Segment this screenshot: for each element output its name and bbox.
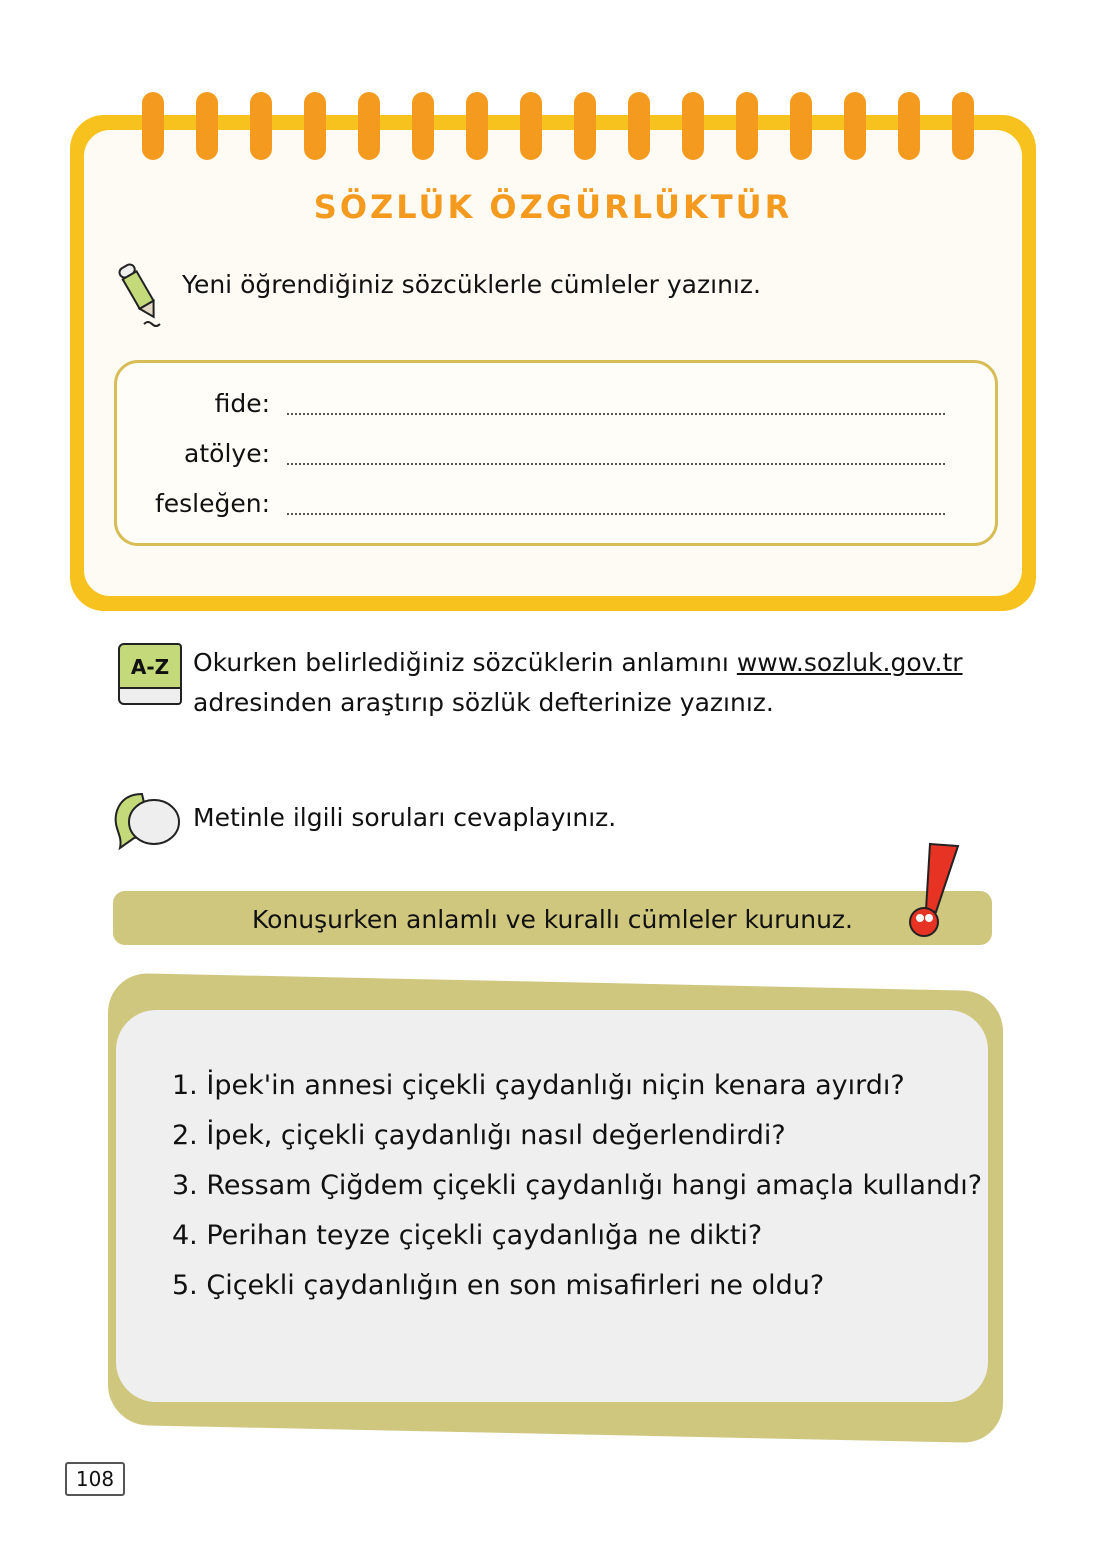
spiral-ring	[682, 92, 704, 160]
spiral-ring	[412, 92, 434, 160]
page-number: 108	[65, 1462, 125, 1496]
tip-banner: Konuşurken anlamlı ve kurallı cümleler kurunuz.	[113, 891, 992, 945]
book-label: A-Z	[118, 643, 182, 691]
questions-instruction: Metinle ilgili soruları cevaplayınız.	[193, 803, 617, 832]
word-box	[114, 360, 998, 546]
spiral-ring	[142, 92, 164, 160]
question-text: İpek'in annesi çiçekli çaydanlığı niçin kenara ayırdı?	[206, 1070, 905, 1101]
question-item	[172, 1220, 762, 1251]
spiral-ring	[898, 92, 920, 160]
spiral-ring	[250, 92, 272, 160]
question-item	[172, 1120, 786, 1151]
answer-line[interactable]	[287, 413, 945, 415]
question-item	[172, 1070, 905, 1101]
question-item	[172, 1270, 824, 1301]
spiral-ring	[952, 92, 974, 160]
spiral-ring	[736, 92, 758, 160]
question-text: Ressam Çiğdem çiçekli çaydanlığı hangi amaçla kullandı?	[206, 1170, 983, 1201]
question-number: 1.	[172, 1070, 198, 1101]
question-text: İpek, çiçekli çaydanlığı nasıl değerlendirdi?	[206, 1120, 786, 1151]
speech-bubble-icon	[112, 790, 182, 852]
spiral-ring	[466, 92, 488, 160]
question-number: 3.	[172, 1170, 198, 1201]
sozluk-link[interactable]: www.sozluk.gov.tr	[736, 648, 963, 677]
spiral-ring	[844, 92, 866, 160]
word-label: atölye:	[184, 439, 270, 468]
section-title: SÖZLÜK ÖZGÜRLÜKTÜR	[313, 188, 793, 226]
question-number: 2.	[172, 1120, 198, 1151]
exclamation-mascot-icon	[900, 840, 964, 940]
instruction-text: Yeni öğrendiğiniz sözcüklerle cümleler yazınız.	[182, 270, 761, 299]
pencil-icon	[118, 258, 164, 328]
spiral-ring	[790, 92, 812, 160]
questions-card	[116, 1010, 988, 1402]
answer-line[interactable]	[287, 513, 945, 515]
spiral-ring	[628, 92, 650, 160]
word-label: fide:	[214, 389, 270, 418]
question-number: 4.	[172, 1220, 198, 1251]
answer-line[interactable]	[287, 463, 945, 465]
dictionary-instruction	[193, 643, 963, 723]
spiral-ring	[520, 92, 542, 160]
question-item	[172, 1170, 982, 1201]
word-label: fesleğen:	[154, 489, 270, 518]
spiral-ring	[358, 92, 380, 160]
dictionary-book-icon	[114, 643, 180, 705]
spiral-ring	[574, 92, 596, 160]
spiral-ring	[196, 92, 218, 160]
question-text: Çiçekli çaydanlığın en son misafirleri ne oldu?	[206, 1270, 825, 1301]
instruction-text: adresinden araştırıp sözlük defterinize yazınız.	[193, 688, 774, 717]
instruction-text: Okurken belirlediğiniz sözcüklerin anlamını	[193, 648, 737, 677]
spiral-ring	[304, 92, 326, 160]
question-text: Perihan teyze çiçekli çaydanlığa ne dikti?	[206, 1220, 763, 1251]
question-number: 5.	[172, 1270, 198, 1301]
